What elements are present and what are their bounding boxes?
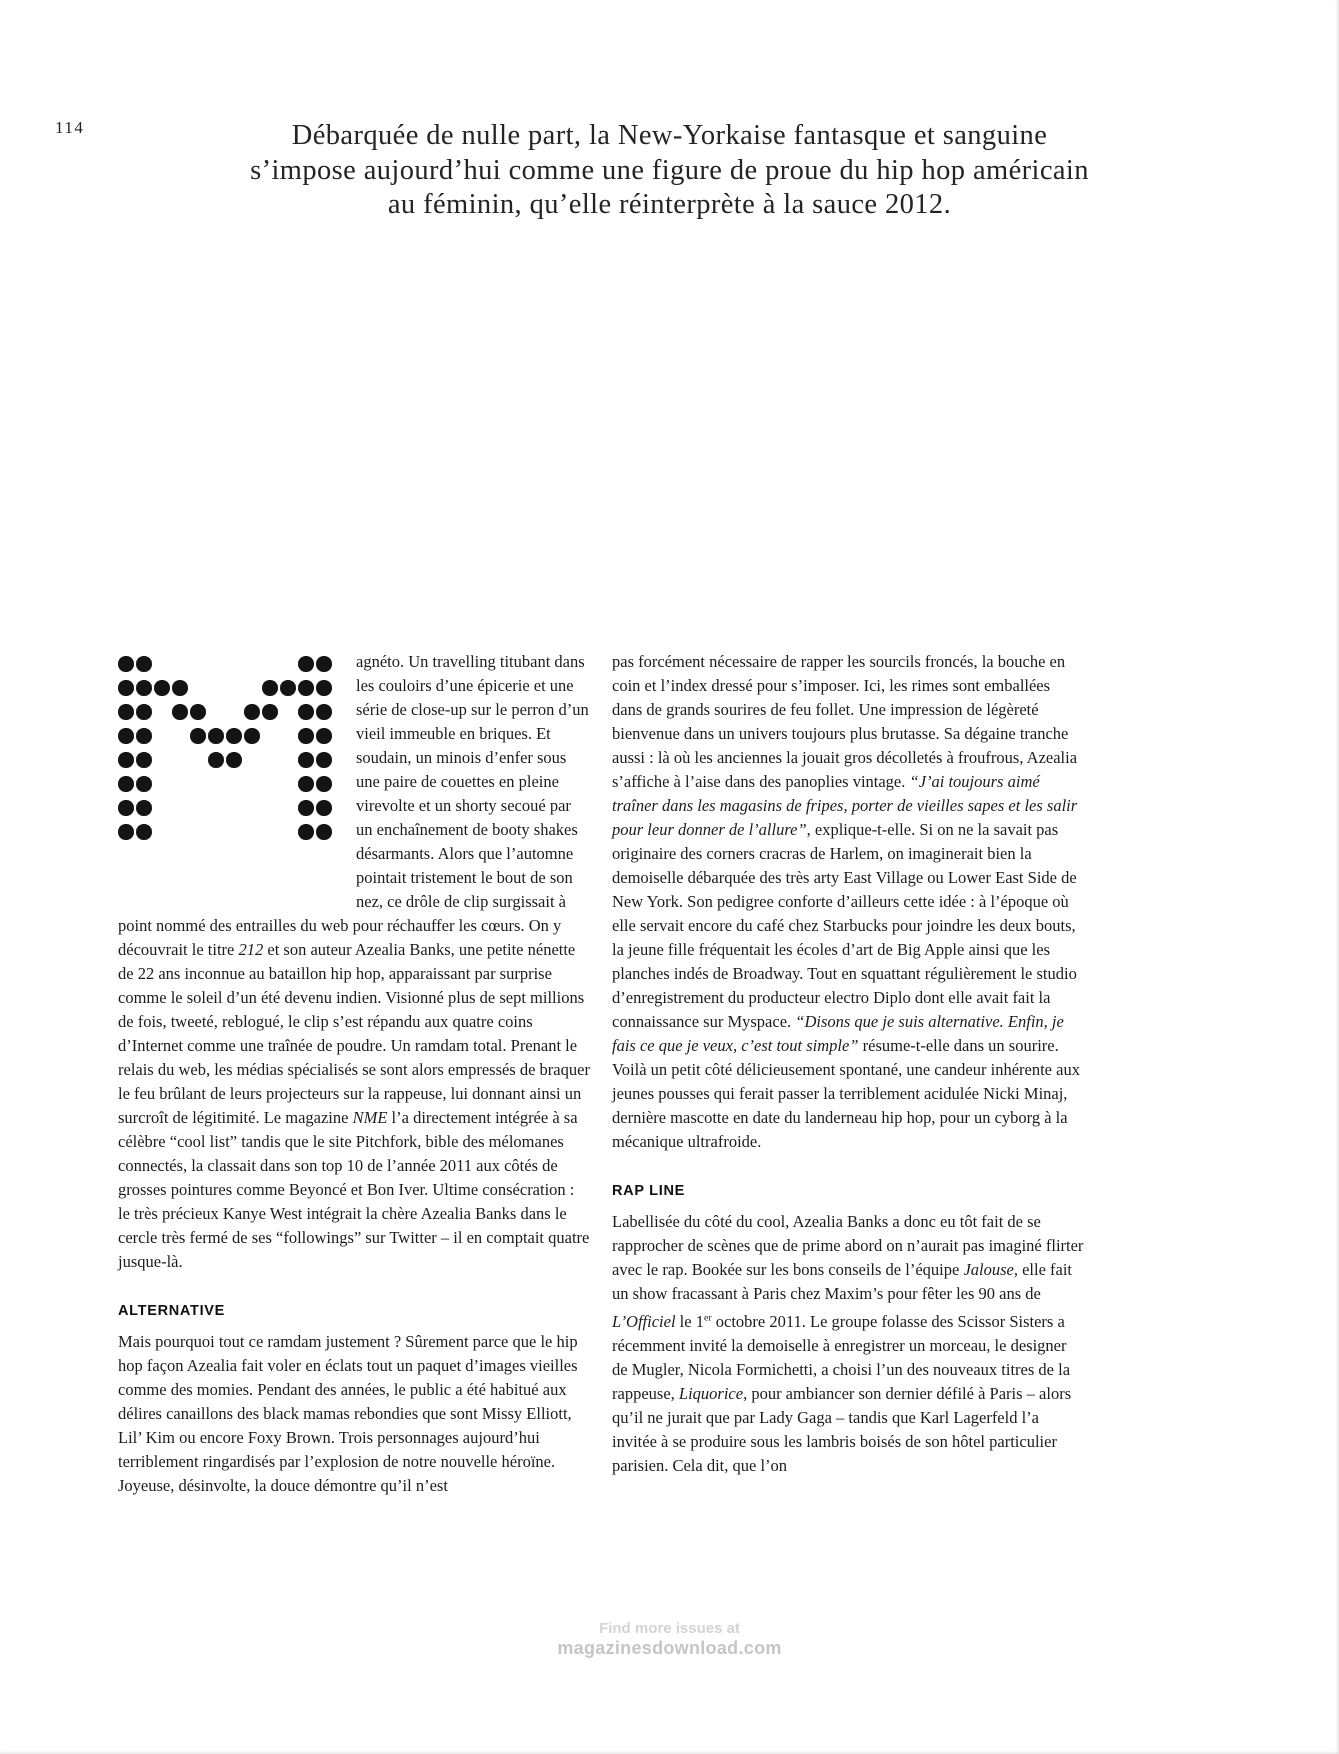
article-body (118, 650, 1084, 1498)
opening-paragraph (118, 650, 590, 1274)
opening-paragraph-text: agnéto. Un travelling titubant dans les couloirs d’une épicerie et une série de close-up sur le perron d’un vieil immeuble en briques. Et soudain, un minois d’enfer sous une paire de couettes en pleine virevolte et un shorty secoué par un enchaînement de booty shakes désarmants. Alors que l’automne pointait tristement le bout de son nez, ce drôle de clip surgissait à point nommé des entrailles du web pour réchauffer les cœurs. On y découvrait le titre 212 et son auteur Azealia Banks, une petite nénette de 22 ans inconnue au bataillon hip hop, apparaissant par surprise comme le soleil d’un été devenu indien. Visionné plus de sept millions de fois, tweeté, reblogué, le clip s’est répandu aux quatre coins d’Internet comme une traînée de poudre. Un ramdam total. Prenant le relais du web, les médias spécialisés se sont alors empressés de braquer le feu brûlant de leurs projecteurs sur la rappeuse, lui donnant ainsi un surcroît de légitimité. Le magazine NME l’a directement intégrée à sa célèbre “cool list” tandis que le site Pitchfork, bible des mélomanes connectés, la classait dans son top 10 de l’année 2011 aux côtés de grosses pointures comme Beyoncé et Bon Iver. Ultime consécration : le très précieux Kanye West intégrait la chère Azealia Banks dans le cercle très fermé de ses “followings” sur Twitter – il en comptait quatre jusque-là. (118, 652, 590, 1271)
watermark (0, 1620, 1339, 1659)
rap-line-paragraph (612, 1210, 1084, 1478)
alternative-paragraph (118, 1330, 590, 1498)
continuation-paragraph-text: pas forcément nécessaire de rapper les sourcils froncés, la bouche en coin et l’index dressé pour s’imposer. Ici, les rimes sont emballées dans de grands sourires de feu follet. Une impression de légèreté bienvenue dans un univers toujours plus brutasse. Sa dégaine tranche aussi : là où les anciennes la jouait gros décolletés à froufrous, Azealia s’affiche à l’aise dans des panoplies vintage. “J’ai toujours aimé traîner dans les magasins de fripes, porter de vieilles sapes et les salir pour leur donner de l’allure”, explique-t-elle. Si on ne la savait pas originaire des corners cracras de Harlem, on imaginerait bien la demoiselle débarquée des très arty East Village ou Lower East Side de New York. Son pedigree conforte d’ailleurs cette idée : à l’époque où elle servait encore du café chez Starbucks pour joindre les deux bouts, la jeune fille fréquentait les écoles d’art de Big Apple ainsi que les planches indés de Broadway. Tout en squattant régulièrement le studio d’enregistrement du producteur electro Diplo dont elle avait fait la connaissance sur Myspace. “Disons que je suis alternative. Enfin, je fais ce que je veux, c’est tout simple” résume-t-elle dans un sourire. Voilà un petit côté délicieusement spontané, une candeur inhérente aux jeunes pousses qui ferait passer la terriblement acidulée Nicki Minaj, dernière mascotte en date du landerneau hip hop, pour un cyborg à la mécanique ultrafroide. (612, 652, 1080, 1151)
column-left (118, 650, 590, 1498)
page-number: 114 (55, 118, 85, 137)
headline-line-2: s’impose aujourd’hui comme une figure de proue du hip hop américain (250, 154, 1089, 186)
headline-line-3: au féminin, qu’elle réinterprète à la sauce 2012. (387, 189, 952, 220)
section-title-rap-line: RAP LINE (612, 1183, 686, 1199)
headline (60, 119, 1279, 223)
column-right (612, 650, 1084, 1498)
headline-line-1: Débarquée de nulle part, la New-Yorkaise fantasque et sanguine (291, 120, 1048, 151)
rap-line-paragraph-text: Labellisée du côté du cool, Azealia Banks a donc eu tôt fait de se rapprocher de scènes que de prime abord on n’aurait pas imaginé flirter avec le rap. Bookée sur les bons conseils de l’équipe Jalouse, elle fait un show fracassant à Paris chez Maxim’s pour fêter les 90 ans de L’Officiel le 1er octobre 2011. Le groupe folasse des Scissor Sisters a récemment invité la demoiselle à enregistrer un morceau, le designer de Mugler, Nicola Formichetti, a choisi l’un des nouveaux titres de la rappeuse, Liquorice, pour ambiancer son dernier défilé à Paris – alors qu’il ne jurait que par Lady Gaga – tandis que Karl Lagerfeld l’a invitée à se produire sous les lambris boisés de son hôtel particulier parisien. Cela dit, que l’on (612, 1212, 1084, 1475)
watermark-line-2: magazinesdownload.com (557, 1638, 782, 1658)
dropcap-m-icon (118, 652, 330, 892)
watermark-line-1: Find more issues at (599, 1620, 740, 1637)
section-title-alternative: ALTERNATIVE (118, 1303, 226, 1319)
alternative-paragraph-text: Mais pourquoi tout ce ramdam justement ? Sûrement parce que le hip hop façon Azealia fait voler en éclats tout un paquet d’images vieilles comme des momies. Pendant des années, le public a été habitué aux délires canaillons des black mamas rebondies que sont Missy Elliott, Lil’ Kim ou encore Foxy Brown. Trois personnages aujourd’hui terriblement ringardisés par l’explosion de notre nouvelle héroïne. Joyeuse, désinvolte, la douce démontre qu’il n’est (118, 1332, 578, 1495)
continuation-paragraph (612, 650, 1084, 1154)
